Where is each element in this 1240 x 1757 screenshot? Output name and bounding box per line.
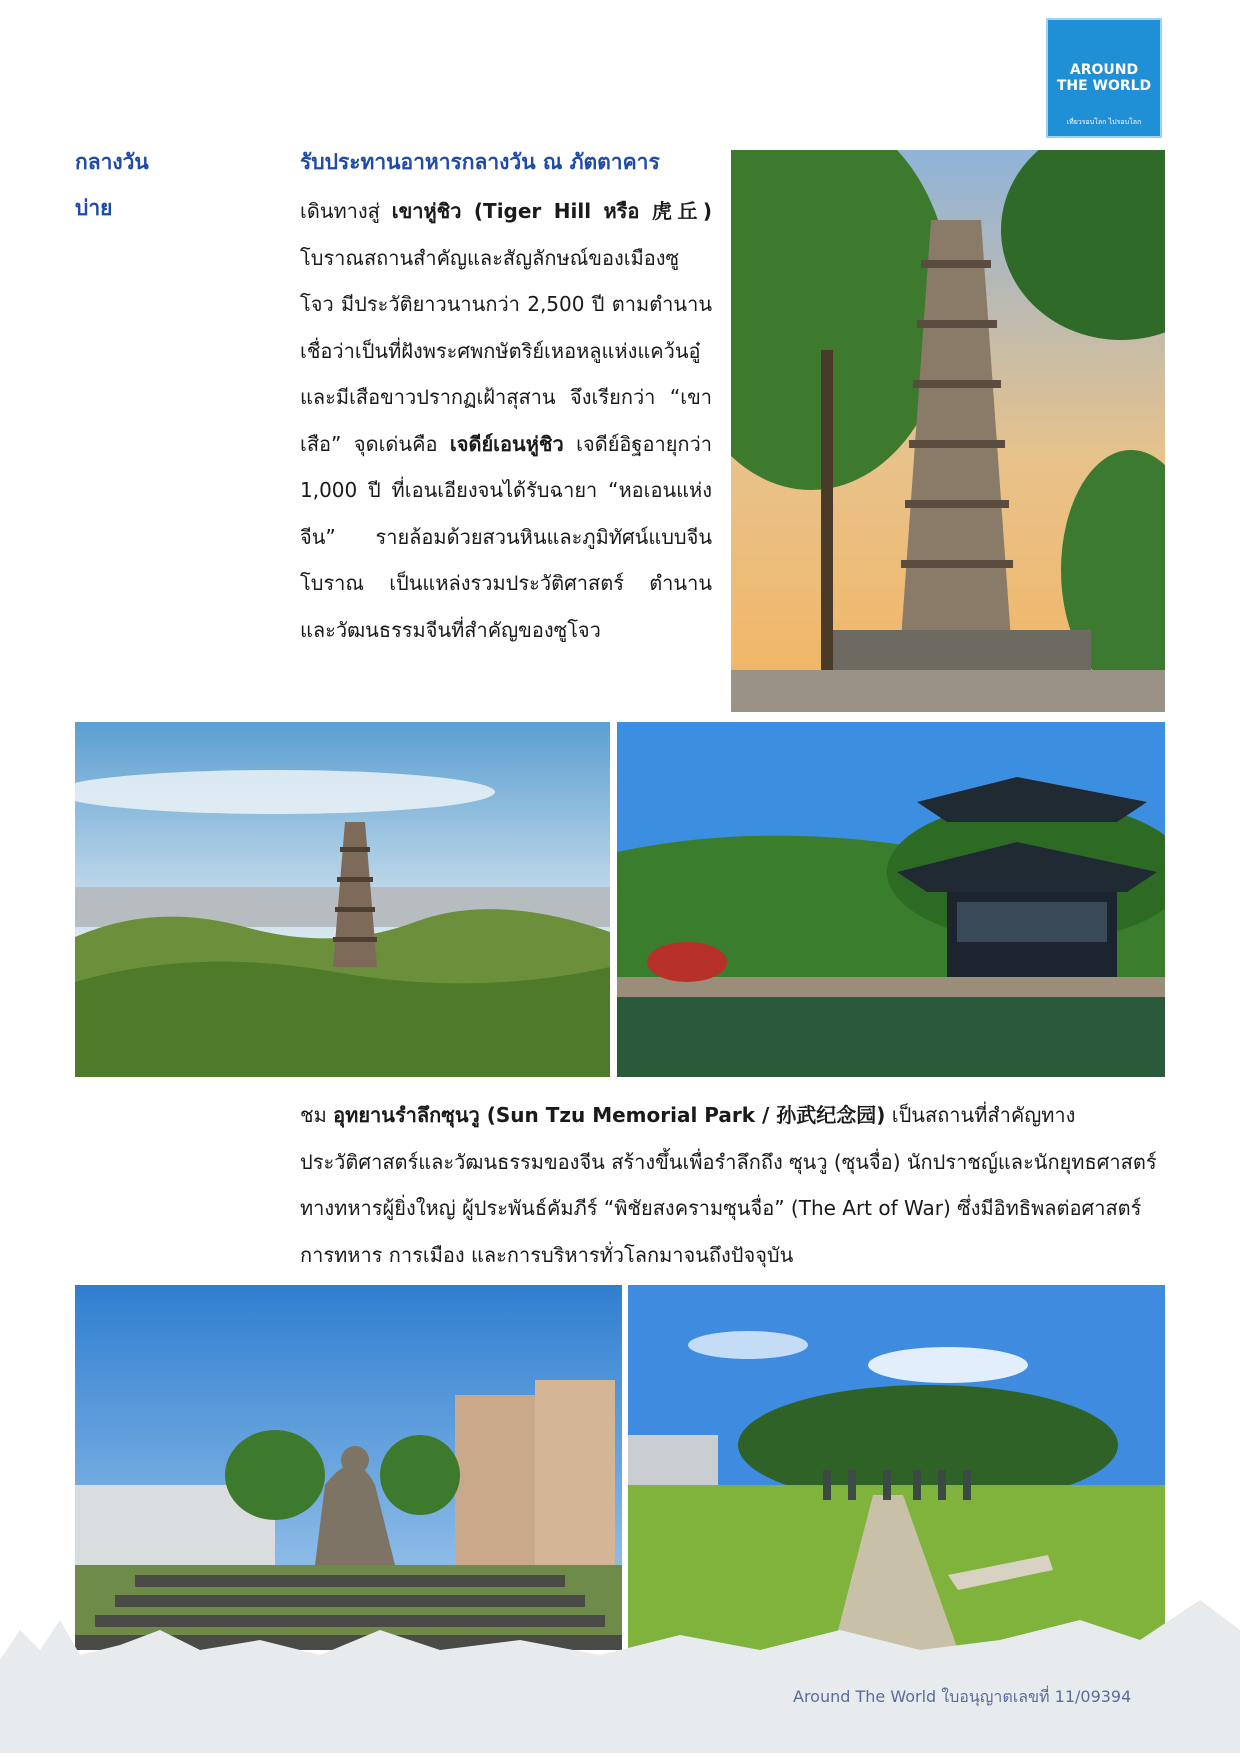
- tiger-hill-description: [300, 188, 712, 653]
- logo-line1: AROUND: [1069, 62, 1139, 78]
- label-afternoon: บ่าย: [75, 196, 113, 220]
- sun-tzu-intro: ชม: [300, 1103, 334, 1127]
- decorative-silhouette: [0, 1480, 1240, 1753]
- label-midday: กลางวัน: [75, 150, 149, 174]
- lunch-heading: รับประทานอาหารกลางวัน ณ ภัตตาคาร: [300, 150, 660, 174]
- photo-pavilion-pond: [617, 722, 1165, 1077]
- sun-tzu-body: เป็นสถานที่สำคัญทางประวัติศาสตร์และวัฒนธรรมของจีน สร้างขึ้นเพื่อรำลึกถึง ซุนวู (ซุนจื่อ) นักปราชญ์และนักยุทธศาสตร์ทางทหารผู้ยิ่งใหญ่ ผู้ประพันธ์คัมภีร์ “พิชัยสงครามซุนจื่อ” (The Art of War) ซึ่งมีอิทธิพลต่อศาสตร์การทหาร การเมือง และการบริหารทั่วโลกมาจนถึงปัจจุบัน: [300, 1103, 1157, 1267]
- tiger-hill-body2: เจดีย์อิฐอายุกว่า 1,000 ปี ที่เอนเอียงจนได้รับฉายา “หอเอนแห่งจีน” รายล้อมด้วยสวนหินและภูมิทัศน์แบบจีนโบราณ เป็นแหล่งรวมประวัติศาสตร์ ตำนาน และวัฒนธรรมจีนที่สำคัญของซูโจว: [300, 431, 712, 642]
- logo-text: [1048, 62, 1160, 94]
- sun-tzu-name: อุทยานรำลึกซุนวู (Sun Tzu Memorial Park / 孙武纪念园): [333, 1103, 886, 1127]
- tiger-hill-pagoda: เจดีย์เอนหู่ชิว: [449, 431, 564, 456]
- logo-line2: THE WORLD: [1056, 78, 1152, 94]
- tiger-hill-body1: โบราณสถานสำคัญและสัญลักษณ์ของเมืองซูโจว มีประวัติยาวนานกว่า 2,500 ปี ตามตำนานเชื่อว่าเป็นที่ฝังพระศพกษัตริย์เหอหลูแห่งแคว้นอู๋ และมีเสือขาวปรากฏเฝ้าสุสาน จึงเรียกว่า “เขาเสือ” จุดเด่นคือ: [300, 245, 712, 456]
- tiger-hill-name: เขาหู่ชิว (Tiger Hill หรือ 虎丘): [391, 199, 712, 223]
- company-logo: [1046, 18, 1162, 138]
- tiger-hill-intro: เดินทางสู่: [300, 199, 392, 223]
- photo-aerial-pagoda: [75, 722, 610, 1077]
- sun-tzu-description: [300, 1092, 1166, 1278]
- footer-license: Around The World ใบอนุญาตเลขที่ 11/09394: [793, 1687, 1132, 1706]
- logo-tagline: เที่ยวรอบโลก ไปรอบโลก: [1066, 118, 1142, 126]
- photo-tiger-hill-pagoda: [731, 150, 1165, 712]
